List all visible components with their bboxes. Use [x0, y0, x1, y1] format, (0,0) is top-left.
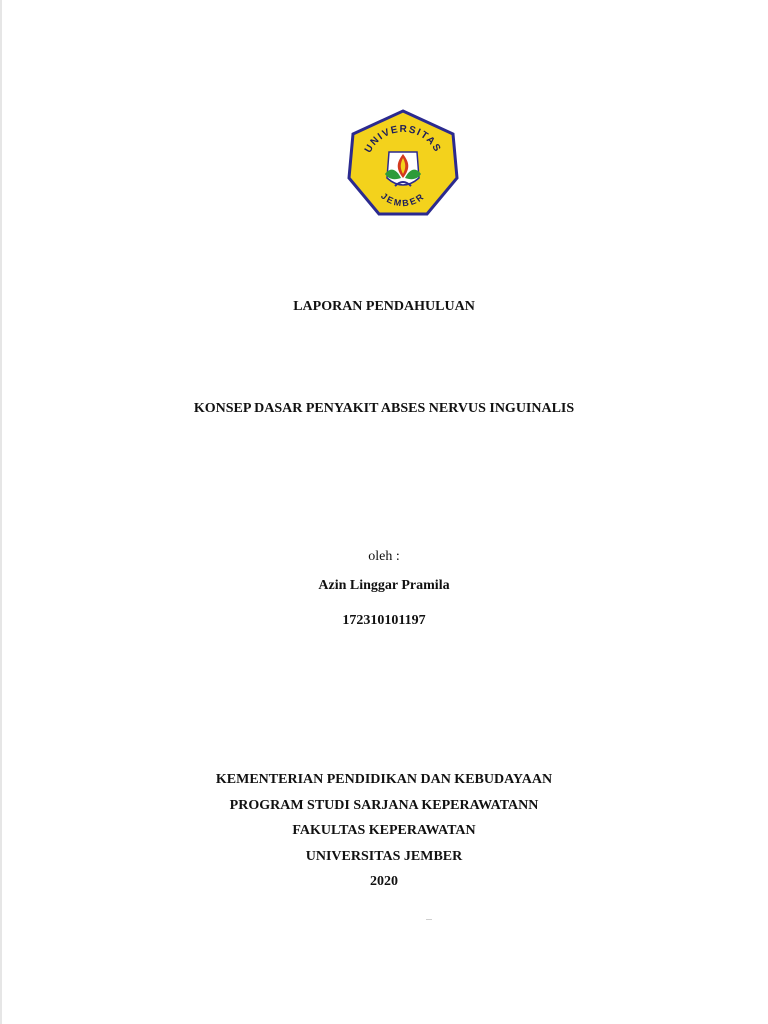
student-id: 172310101197	[342, 613, 426, 628]
faculty-line: FAKULTAS KEPERAWATAN	[292, 823, 476, 838]
logo-arc-bottom-text: JEMBER	[379, 190, 427, 209]
university-logo	[345, 108, 461, 220]
year-line: 2020	[370, 874, 398, 889]
program-line: PROGRAM STUDI SARJANA KEPERAWATANN	[229, 798, 539, 813]
scan-speck	[426, 919, 432, 920]
logo-arc-top-text: UNIVERSITAS	[362, 123, 444, 155]
author-name: Azin Linggar Pramila	[318, 578, 450, 593]
ministry-line: KEMENTERIAN PENDIDIKAN DAN KEBUDAYAAN	[215, 772, 553, 787]
university-line: UNIVERSITAS JEMBER	[305, 849, 463, 864]
document-title: KONSEP DASAR PENYAKIT ABSES NERVUS INGUINALIS	[193, 401, 575, 416]
by-label: oleh :	[368, 549, 400, 564]
report-type-heading: LAPORAN PENDAHULUAN	[293, 299, 475, 314]
page-edge	[0, 0, 2, 1024]
